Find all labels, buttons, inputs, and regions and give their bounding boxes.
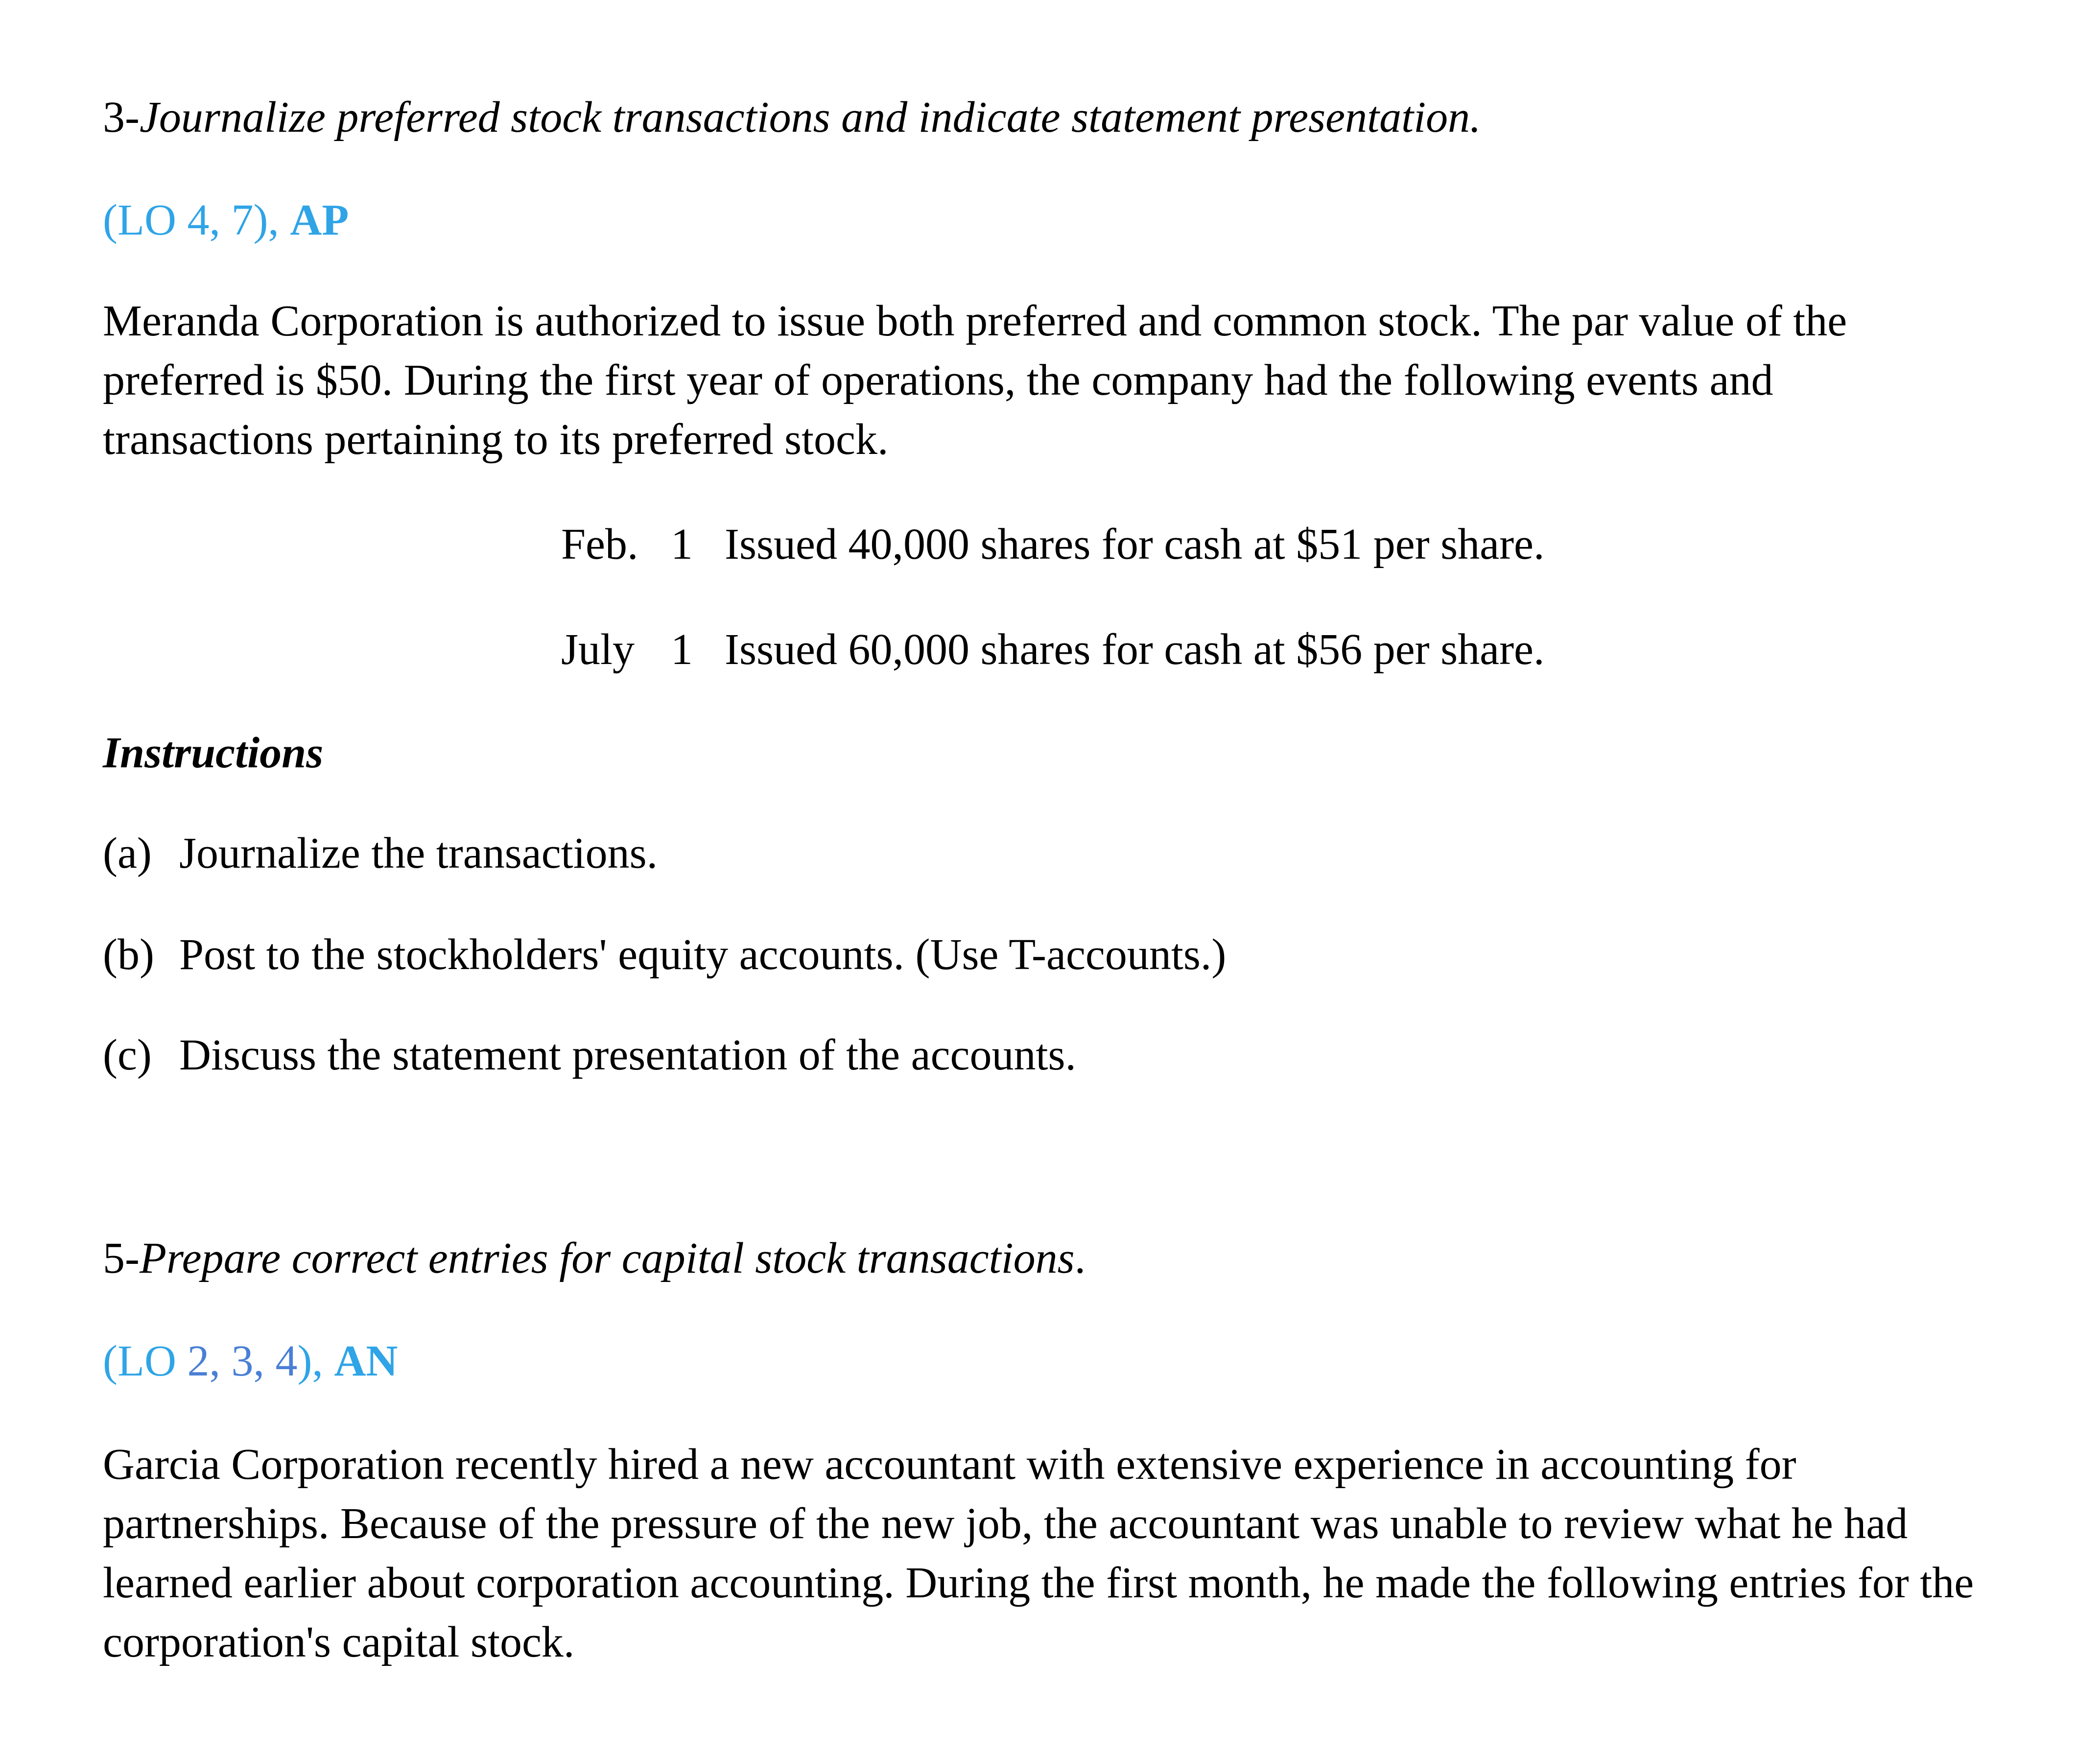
problem-5-title: Prepare correct entries for capital stock transactions bbox=[139, 1234, 1075, 1282]
problem-3-paragraph-line: Meranda Corporation is authorized to issue both preferred and common stock. The par value of the bbox=[103, 297, 1847, 345]
problem-5-paragraph-line: Garcia Corporation recently hired a new accountant with extensive experience in accounting for bbox=[103, 1440, 1796, 1489]
transaction-row bbox=[561, 620, 1545, 679]
problem-5-lo-open: (LO bbox=[103, 1337, 188, 1385]
instruction-item bbox=[103, 925, 1226, 984]
transaction-row bbox=[561, 515, 1545, 574]
instruction-text: Post to the stockholders' equity accounts. (Use T-accounts.) bbox=[179, 930, 1227, 979]
transaction-text: Issued 60,000 shares for cash at $56 per share. bbox=[725, 625, 1545, 674]
transaction-day: 1 bbox=[671, 520, 693, 569]
problem-3-learning-objectives bbox=[103, 191, 349, 250]
instruction-label: (a) bbox=[103, 829, 152, 878]
problem-3-title: Journalize preferred stock transactions and indicate statement presentation. bbox=[139, 93, 1481, 142]
problem-3-paragraph bbox=[103, 291, 2042, 469]
problem-5-paragraph-line: learned earlier about corporation accounting. During the first month, he made the following entries for the bbox=[103, 1559, 1974, 1607]
instructions-title: Instructions bbox=[103, 729, 324, 777]
problem-5-paragraph bbox=[103, 1435, 2042, 1672]
problem-3-lo-code: AP bbox=[290, 196, 349, 244]
problem-5-number: 5- bbox=[103, 1234, 140, 1282]
problem-5-lo-close: ), bbox=[297, 1337, 334, 1385]
problem-3-paragraph-line: preferred is $50. During the first year of operations, the company had the following events and bbox=[103, 356, 1773, 404]
instruction-item bbox=[103, 1026, 1076, 1085]
problem-5-paragraph-line: corporation's capital stock. bbox=[103, 1618, 575, 1666]
instruction-text: Journalize the transactions. bbox=[179, 829, 658, 878]
problem-3-lo-list: (LO 4, 7), bbox=[103, 196, 290, 244]
instruction-text: Discuss the statement presentation of the accounts. bbox=[179, 1031, 1076, 1079]
problem-5-title-end: . bbox=[1074, 1234, 1086, 1282]
instruction-label: (b) bbox=[103, 930, 154, 979]
transaction-month: July bbox=[561, 625, 635, 674]
problem-5-lo-numbers: 2, 3, 4 bbox=[187, 1337, 298, 1385]
problem-5-learning-objectives bbox=[103, 1332, 398, 1391]
problem-3-paragraph-line: transactions pertaining to its preferred stock. bbox=[103, 415, 889, 464]
transaction-day: 1 bbox=[671, 625, 693, 674]
problem-5-heading bbox=[103, 1229, 1085, 1288]
transaction-month: Feb. bbox=[561, 520, 638, 569]
problem-3-heading bbox=[103, 88, 1481, 147]
problem-5-lo-code: AN bbox=[334, 1337, 398, 1385]
instruction-item bbox=[103, 824, 658, 883]
instruction-label: (c) bbox=[103, 1031, 152, 1079]
problem-5-paragraph-line: partnerships. Because of the pressure of the new job, the accountant was unable to review what he had bbox=[103, 1499, 1908, 1548]
transaction-text: Issued 40,000 shares for cash at $51 per share. bbox=[725, 520, 1545, 569]
problem-3-number: 3- bbox=[103, 93, 140, 142]
